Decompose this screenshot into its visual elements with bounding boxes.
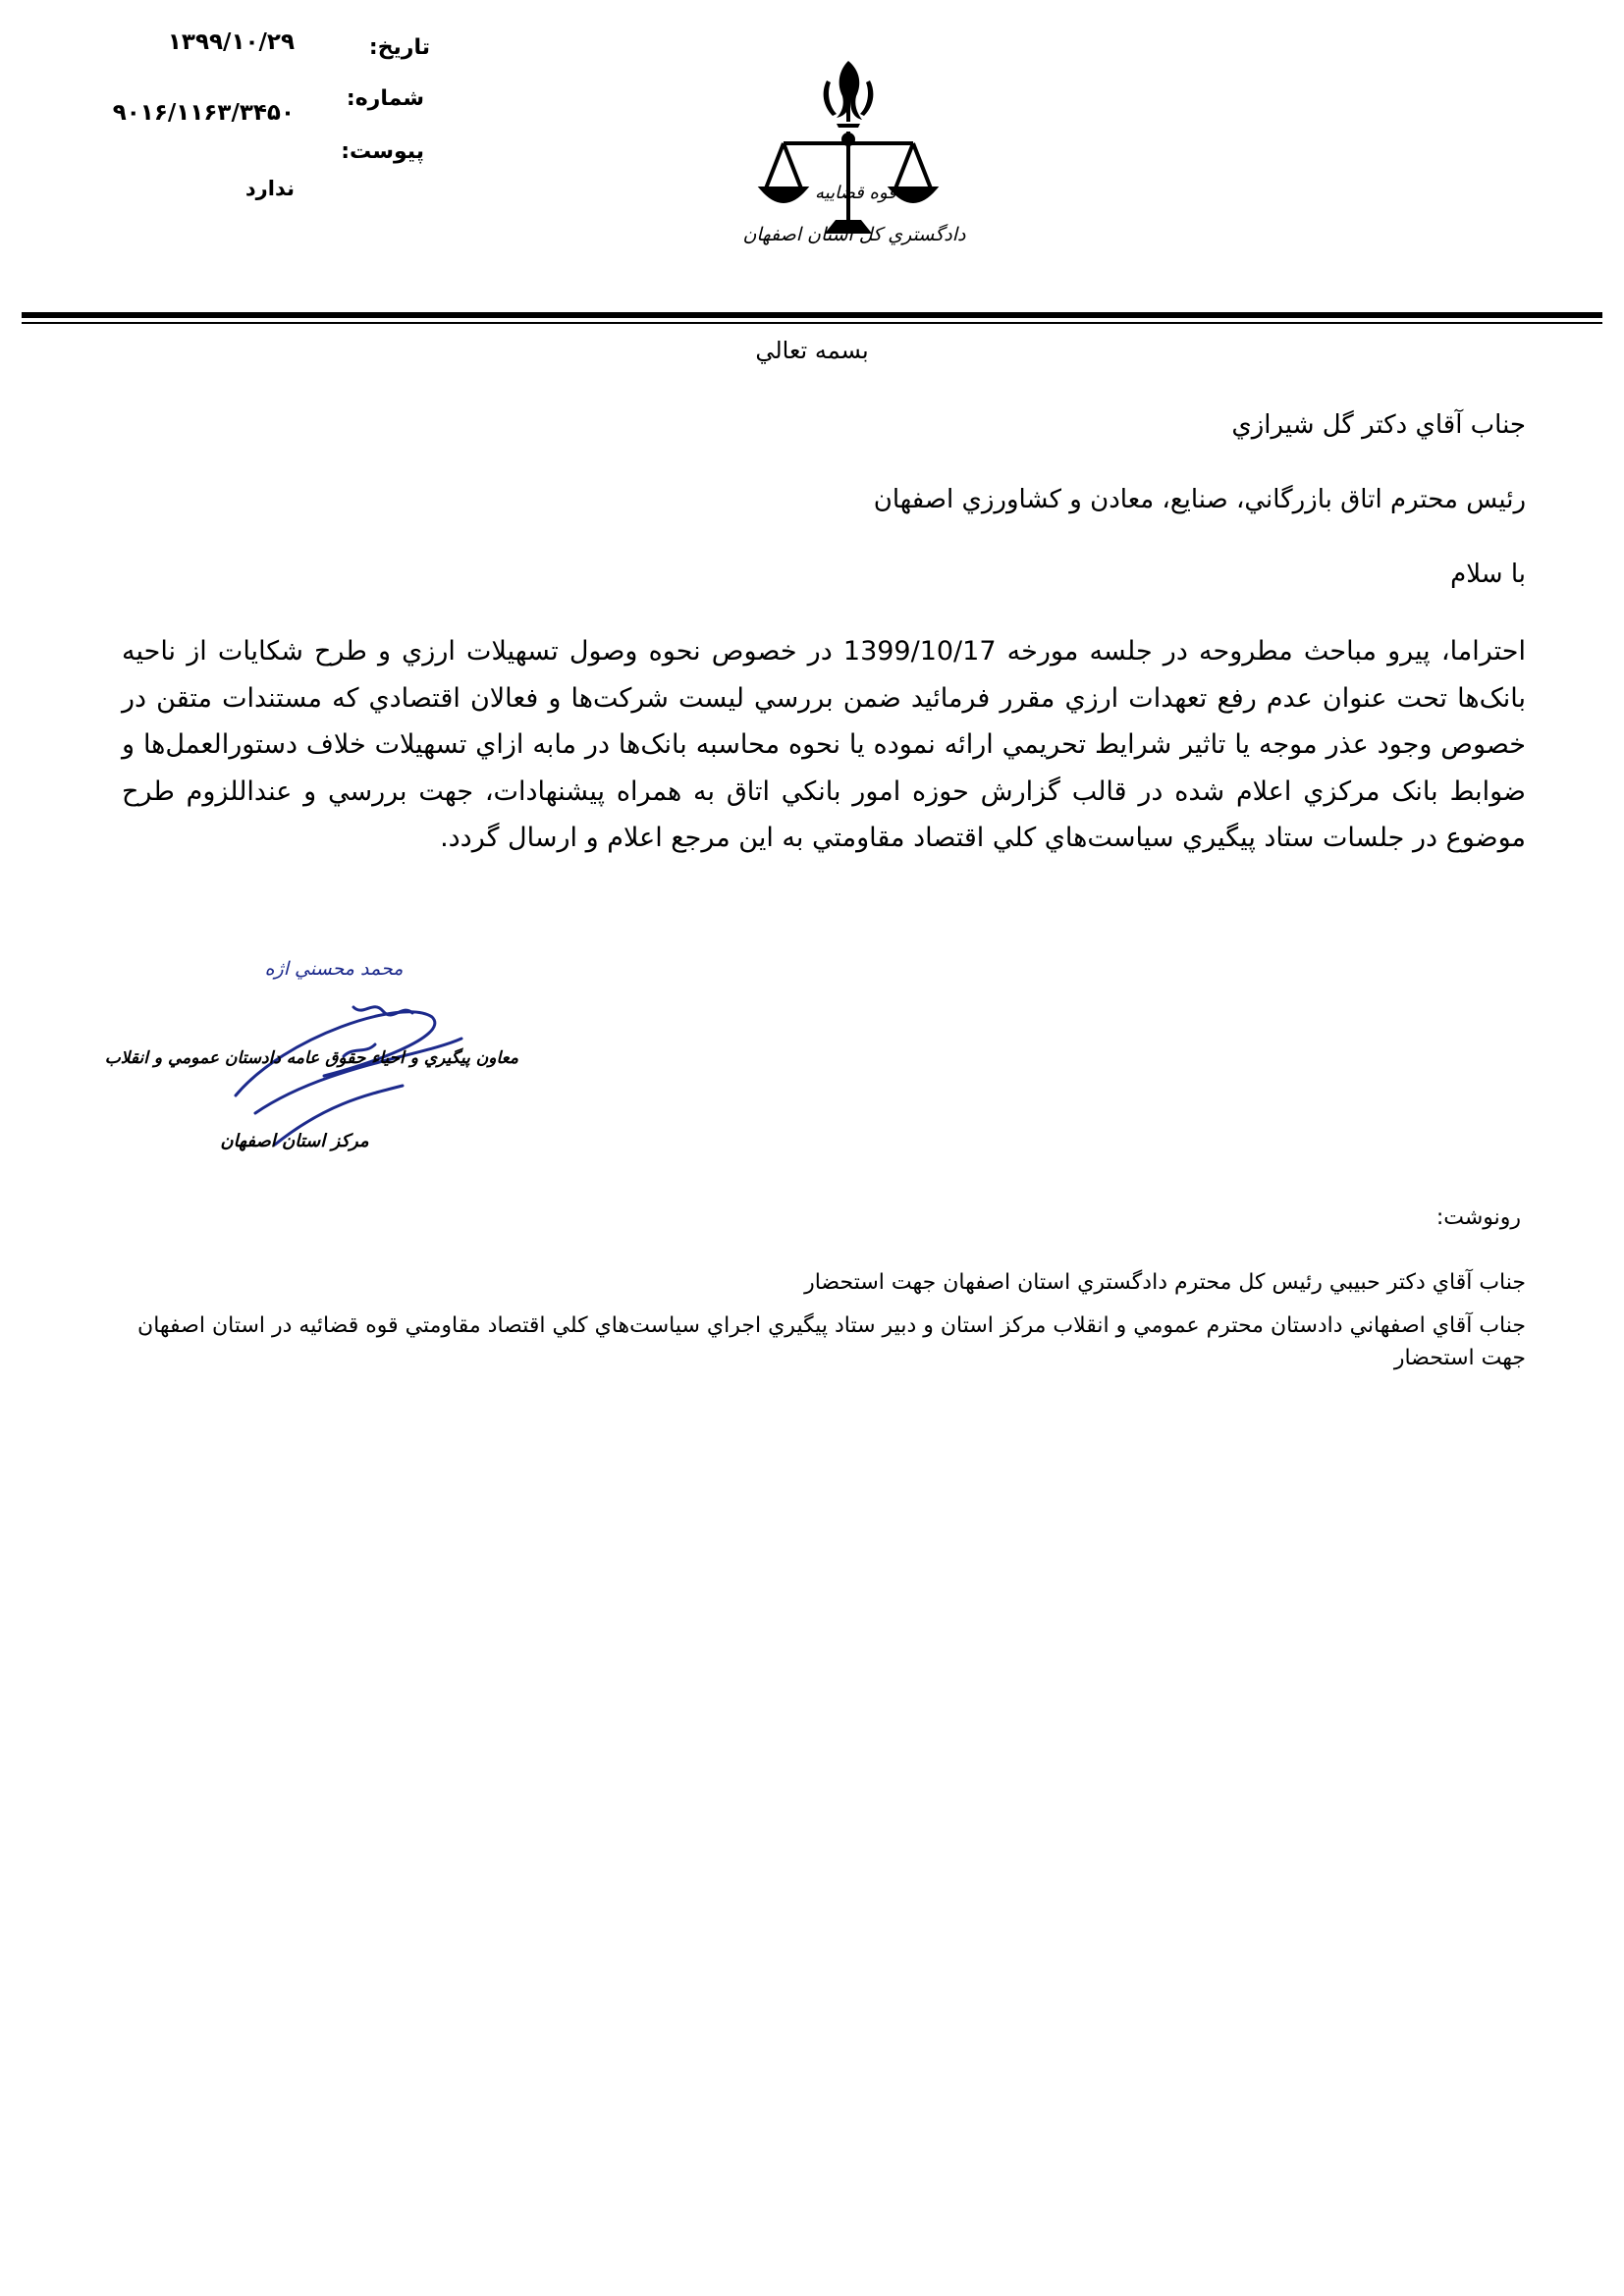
attachment-value: ندارد — [244, 177, 295, 200]
recipient-title: رئيس محترم اتاق بازرگاني، صنايع، معادن و کشاورزي اصفهان — [873, 485, 1526, 514]
emblem-line2: دادگستري کل استان اصفهان — [742, 224, 966, 245]
bismillah: بسمه تعالي — [755, 337, 869, 364]
letter-body: احتراما، پيرو مباحث مطروحه در جلسه مورخه 1399/10/17 در خصوص نحوه وصول تسهيلات ارزي و طرح شکايات از ناحيه بانک‌ها تحت عنوان عدم رفع تعهدات ارزي مقرر فرمائيد ضمن بررسي ليست شرکت‌ها و فعالان اقتصادي که مستندات متقن در خصوص وجود عذر موجه يا تاثير شرايط تحريمي ارائه نموده يا نحوه محاسبه بانک‌ها در مابه ازاي تسهيلات خلاف دستورالعمل‌ها و ضوابط بانک مرکزي اعلام شده در قالب گزارش حوزه امور بانکي اتاق به همراه پيشنهادات، جهت بررسي و عنداللزوم طرح موضوع در جلسات ستاد پيگيري سياست‌هاي کلي اقتصاد مقاومتي به اين مرجع اعلام و ارسال گردد. — [122, 636, 1526, 853]
greeting: با سلام — [1450, 560, 1526, 589]
signer-title: معاون پيگيري و احياء حقوق عامه دادستان عمومي و انقلاب — [104, 1048, 518, 1068]
cc-line-2: جناب آقاي اصفهاني دادستان محترم عمومي و انقلاب مرکز استان و دبير ستاد پيگيري اجراي سياست‌هاي کلي اقتصاد مقاومتي قوه قضائيه در استان اصفهان جهت استحضار — [137, 1313, 1526, 1370]
date-value: ۱۳۹۹/۱۰/۲۹ — [167, 29, 295, 55]
cc-line-1: جناب آقاي دکتر حبيبي رئيس کل محترم دادگستري استان اصفهان جهت استحضار — [804, 1270, 1526, 1295]
recipient-name: جناب آقاي دکتر گل شيرازي — [1231, 410, 1526, 440]
number-label: شماره: — [346, 86, 424, 111]
header-divider-thin — [22, 322, 1602, 324]
cc-label: رونوشت: — [1435, 1205, 1521, 1230]
emblem-line1: قوه قضاييه — [815, 183, 896, 203]
attachment-label: پيوست: — [341, 139, 424, 164]
date-label: تاريخ: — [368, 35, 430, 60]
number-value: ۹۰۱۶/۱۱۶۳/۳۴۵۰ — [112, 100, 295, 126]
signer-location: مرکز استان اصفهان — [220, 1131, 369, 1151]
signer-name: محمد محسني اژه — [264, 958, 404, 980]
header-divider — [22, 312, 1602, 318]
